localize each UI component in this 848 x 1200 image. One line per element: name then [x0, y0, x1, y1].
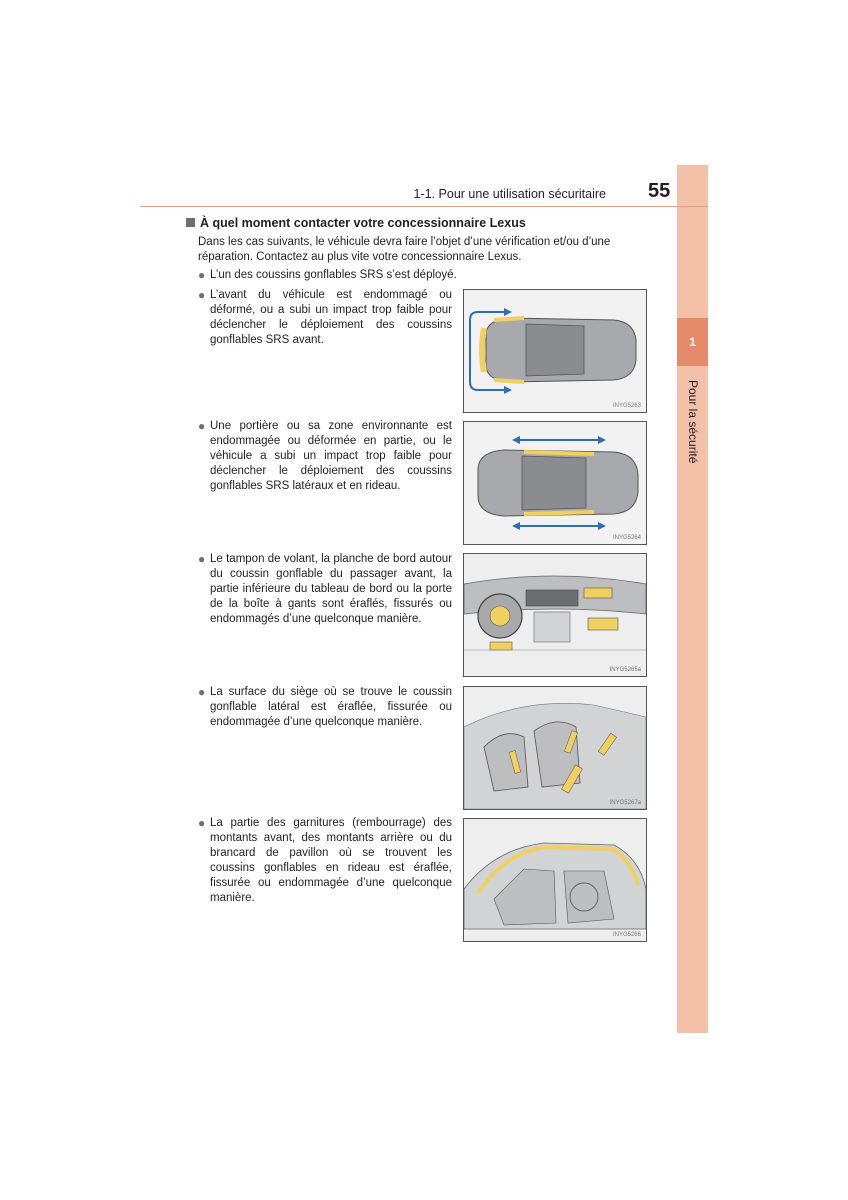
- circle-bullet-icon: ●: [198, 552, 206, 566]
- running-header-title: 1-1. Pour une utilisation sécuritaire: [413, 187, 606, 201]
- section-intro: Dans les cas suivants, le véhicule devra faire l’objet d’une vérification et/ou d’une réparation. Contactez au plus vite votre concessionnaire Lexus.: [198, 236, 611, 263]
- list-item: [198, 816, 452, 906]
- header-rule: [140, 206, 708, 207]
- list-item-text: Une portière ou sa zone environnante est endommagée ou déformée en partie, ou le véhicule a subi un impact trop faible pour déclencher le déploiement des coussins gonflables SRS latéraux et en rideau.: [210, 420, 452, 492]
- seat-airbag-illustration: [464, 687, 646, 809]
- dashboard-figure: [463, 553, 647, 677]
- circle-bullet-icon: ●: [198, 419, 206, 433]
- circle-bullet-icon: ●: [198, 288, 206, 302]
- figure-code: INYG5265a: [609, 667, 641, 673]
- circle-bullet-icon: ●: [198, 685, 206, 699]
- chapter-side-tab: [677, 165, 708, 1033]
- car-top-view-front-illustration: [464, 290, 646, 412]
- curtain-airbag-figure: [463, 818, 647, 942]
- figure-code: INYG5263: [612, 403, 641, 409]
- list-item-text: La partie des garnitures (rembourrage) des montants avant, des montants arrière ou du brancard de pavillon où se trouvent les coussins gonflables en rideau est éraflée, fissurée ou endommagée d’une quelconque manière.: [210, 817, 452, 904]
- section-heading: [186, 216, 526, 230]
- list-item-text: L’avant du véhicule est endommagé ou déformé, ou a subi un impact trop faible pour déclencher le déploiement des coussins gonflables SRS avant.: [210, 289, 452, 346]
- figure-code: INYG5267a: [609, 800, 641, 806]
- figure-code: INYG5264: [612, 535, 641, 541]
- dashboard-illustration: [464, 554, 646, 676]
- chapter-number: 1: [677, 318, 708, 366]
- front-damage-figure: [463, 289, 647, 413]
- circle-bullet-icon: ●: [198, 816, 206, 830]
- list-item-text: La surface du siège où se trouve le coussin gonflable latéral est éraflée, fissurée ou endommagée d’une quelconque manière.: [210, 686, 452, 728]
- list-item-text: Le tampon de volant, la planche de bord autour du coussin gonflable du passager avant, la partie inférieure du tableau de bord ou la porte de la boîte à gants sont éraflés, fissurés ou endommagés d’une quelconque manière.: [210, 553, 452, 625]
- page-number: 55: [648, 180, 671, 202]
- list-item: [198, 419, 452, 494]
- square-bullet-icon: [186, 218, 195, 227]
- chapter-label: Pour la sécurité: [686, 380, 700, 464]
- side-damage-figure: [463, 421, 647, 545]
- list-item-text: L’un des coussins gonflables SRS s’est déployé.: [210, 269, 457, 281]
- section-heading-text: À quel moment contacter votre concessionnaire Lexus: [200, 216, 526, 230]
- circle-bullet-icon: ●: [198, 268, 206, 282]
- figure-code: INYG5266: [612, 932, 641, 938]
- seat-figure: [463, 686, 647, 810]
- car-top-view-side-illustration: [464, 422, 646, 544]
- list-item: [198, 552, 452, 627]
- list-item: [198, 268, 658, 283]
- list-item: [198, 685, 452, 730]
- curtain-airbag-illustration: [464, 819, 646, 941]
- list-item: [198, 288, 452, 348]
